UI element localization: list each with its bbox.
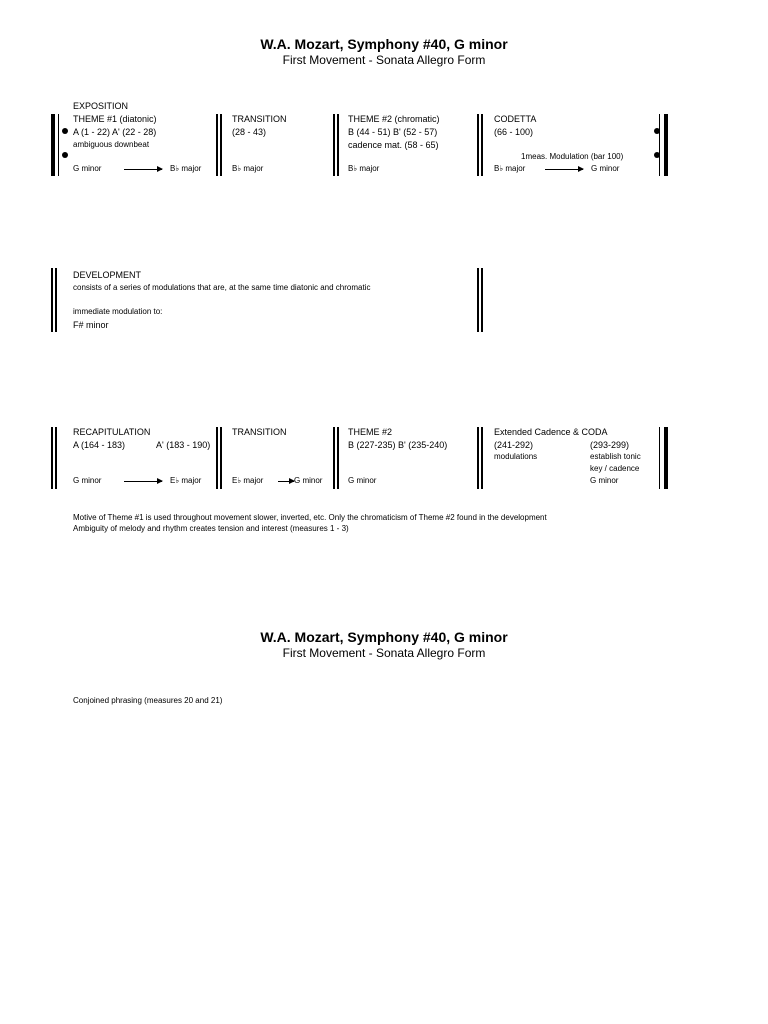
double-barline [55, 268, 57, 332]
double-barline [481, 427, 483, 489]
thick-barline [664, 114, 668, 176]
arrow-icon [278, 481, 294, 482]
theme2-key: B♭ major [348, 164, 380, 173]
double-barline [477, 268, 479, 332]
note-line-1: Motive of Theme #1 is used throughout movement slower, inverted, etc. Only the chromaticism of Theme #2 found in the development [73, 513, 547, 522]
theme1-measures: A (1 - 22) A' (22 - 28) [73, 127, 157, 137]
double-barline [337, 114, 339, 176]
double-barline [481, 114, 483, 176]
development-heading: DEVELOPMENT [73, 270, 142, 280]
double-barline [216, 427, 218, 489]
recap-key-from: G minor [73, 476, 102, 485]
theme1-heading: THEME #1 (diatonic) [73, 114, 157, 124]
arrow-icon [545, 169, 583, 170]
codetta-key-from: B♭ major [494, 164, 526, 173]
double-barline [477, 114, 479, 176]
note-line-2: Ambiguity of melody and rhythm creates tension and interest (measures 1 - 3) [73, 524, 349, 533]
recap-transition-key-to: G minor [294, 476, 323, 485]
development-line1: consists of a series of modulations that are, at the same time diatonic and chromatic [73, 283, 371, 292]
thin-barline [58, 114, 59, 176]
double-barline [481, 268, 483, 332]
thin-barline [659, 427, 660, 489]
page-title: W.A. Mozart, Symphony #40, G minor [260, 36, 508, 52]
codetta-key-to: G minor [591, 164, 620, 173]
recap-transition-heading: TRANSITION [232, 427, 287, 437]
codetta-note: 1meas. Modulation (bar 100) [521, 152, 624, 161]
double-barline [220, 427, 222, 489]
transition-measures: (28 - 43) [232, 127, 267, 137]
recap-transition-key-from: E♭ major [232, 476, 264, 485]
thick-barline [664, 427, 668, 489]
page2-title: W.A. Mozart, Symphony #40, G minor [260, 629, 508, 645]
page2-note: Conjoined phrasing (measures 20 and 21) [73, 696, 223, 705]
theme1-key-to: B♭ major [170, 164, 202, 173]
thick-barline [51, 114, 55, 176]
recap-key-to: E♭ major [170, 476, 202, 485]
thin-barline [659, 114, 660, 176]
page2-subtitle: First Movement - Sonata Allegro Form [282, 646, 486, 660]
coda-note-a: modulations [494, 452, 538, 461]
page-subtitle: First Movement - Sonata Allegro Form [282, 53, 486, 67]
double-barline [337, 427, 339, 489]
theme2-note: cadence mat. (58 - 65) [348, 140, 439, 150]
development-line3: F# minor [73, 320, 109, 330]
double-barline [216, 114, 218, 176]
arrow-icon [124, 169, 162, 170]
coda-heading: Extended Cadence & CODA [494, 427, 608, 437]
double-barline [333, 427, 335, 489]
recap-measures-a: A (164 - 183) [73, 440, 126, 450]
double-barline [333, 114, 335, 176]
double-barline [220, 114, 222, 176]
double-barline [51, 427, 53, 489]
transition-heading: TRANSITION [232, 114, 287, 124]
development-line2: immediate modulation to: [73, 307, 163, 316]
repeat-dot [62, 152, 68, 158]
double-barline [477, 427, 479, 489]
double-barline [55, 427, 57, 489]
coda-measures-b: (293-299) [590, 440, 630, 450]
coda-key: G minor [590, 476, 619, 485]
recap-theme2-key: G minor [348, 476, 377, 485]
codetta-measures: (66 - 100) [494, 127, 534, 137]
section-label-exposition: EXPOSITION [73, 101, 129, 111]
coda-measures-a: (241-292) [494, 440, 534, 450]
repeat-dot [62, 128, 68, 134]
arrow-icon [124, 481, 162, 482]
recap-theme2-measures: B (227-235) B' (235-240) [348, 440, 448, 450]
recap-heading: RECAPITULATION [73, 427, 151, 437]
coda-note-b2: key / cadence [590, 464, 640, 473]
theme2-heading: THEME #2 (chromatic) [348, 114, 440, 124]
theme1-key-from: G minor [73, 164, 102, 173]
recap-theme2-heading: THEME #2 [348, 427, 393, 437]
recap-measures-b: A' (183 - 190) [156, 440, 211, 450]
transition-key: B♭ major [232, 164, 264, 173]
theme2-measures: B (44 - 51) B' (52 - 57) [348, 127, 438, 137]
double-barline [51, 268, 53, 332]
codetta-heading: CODETTA [494, 114, 537, 124]
coda-note-b1: establish tonic [590, 452, 641, 461]
theme1-note: ambiguous downbeat [73, 140, 150, 149]
